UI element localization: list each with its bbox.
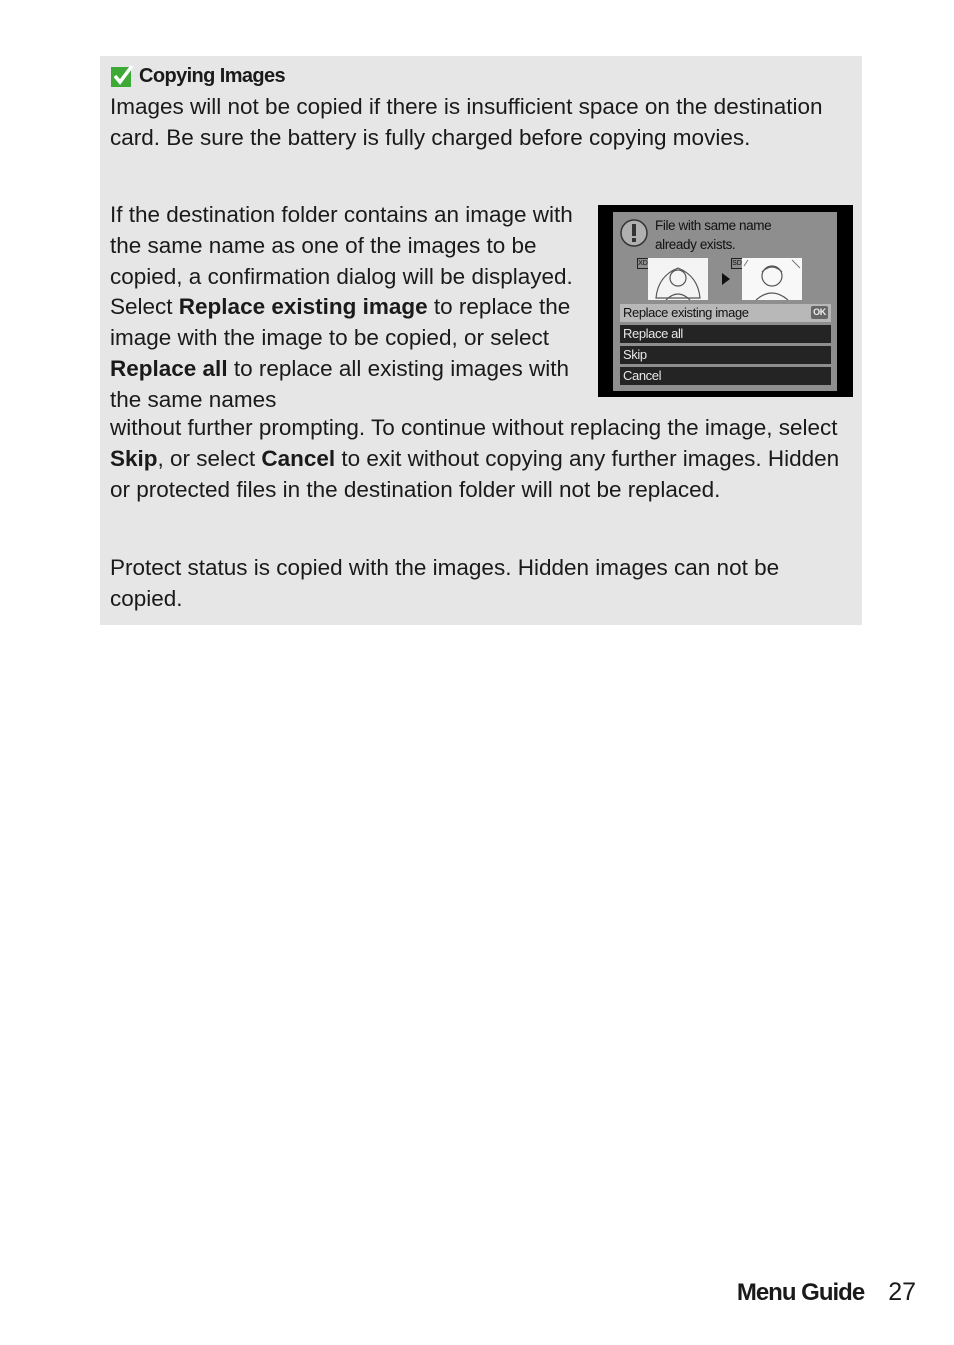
option-label: Replace all: [623, 326, 683, 341]
option-label: Skip: [623, 347, 647, 362]
text-segment: to replace all existing images with the same names: [110, 355, 569, 412]
section-label: Menu Guide: [736, 1279, 865, 1306]
dialog-message: [655, 216, 835, 254]
warning-icon: [619, 218, 649, 248]
arrow-right-icon: [721, 272, 731, 286]
page-footer: [737, 1278, 916, 1310]
note-heading: [110, 62, 285, 90]
portrait-boy-icon: [742, 258, 802, 300]
note-title: Copying Images: [139, 64, 286, 87]
portrait-woman-icon: [648, 258, 708, 300]
text-segment: without further prompting. To continue without replacing the image, select: [110, 415, 838, 440]
bold-skip: Skip: [110, 445, 158, 471]
paragraph-space-warning: Images will not be copied if there is insufficient space on the destination card. Be sure the battery is fully charged before copying movies.: [110, 94, 823, 150]
dialog-message-line: already exists.: [655, 237, 736, 252]
page-number: 27: [888, 1278, 916, 1306]
paragraph-replace-intro: [110, 200, 590, 416]
option-label: Cancel: [623, 368, 662, 383]
source-card-icon: XD: [638, 260, 648, 267]
bold-cancel: Cancel: [261, 445, 336, 471]
ok-button-icon: OK: [811, 306, 828, 319]
destination-image-thumbnail: [742, 258, 802, 300]
text-segment: If the destination folder contains an image with the same name as one of the images to be copied, a confirmation dialog will be displayed. Select: [110, 202, 573, 320]
text-segment: , or select: [157, 445, 262, 471]
dialog-message-line: File with same name: [655, 218, 772, 233]
option-skip[interactable]: [620, 346, 831, 364]
option-label: Replace existing image: [623, 305, 749, 320]
camera-dialog-screenshot: [598, 205, 853, 397]
text-segment: to exit without copying any further images. Hidden or protected files in the destination folder will not be replaced.: [110, 445, 840, 502]
checkmark-icon: [110, 64, 134, 88]
source-image-thumbnail: [648, 258, 708, 300]
paragraph-replace-continued: [110, 413, 855, 505]
bold-replace-existing: Replace existing image: [178, 294, 428, 320]
text-segment: to replace the image with the image to be copied, or select: [110, 294, 571, 351]
paragraph-protect-status: Protect status is copied with the images. Hidden images can not be copied.: [110, 555, 780, 611]
bold-replace-all: Replace all: [110, 355, 228, 381]
option-replace-all[interactable]: [620, 325, 831, 343]
destination-card-icon: SD: [732, 260, 742, 267]
option-replace-existing-image[interactable]: [620, 304, 831, 322]
option-cancel[interactable]: [620, 367, 831, 385]
camera-lcd: [613, 212, 837, 391]
